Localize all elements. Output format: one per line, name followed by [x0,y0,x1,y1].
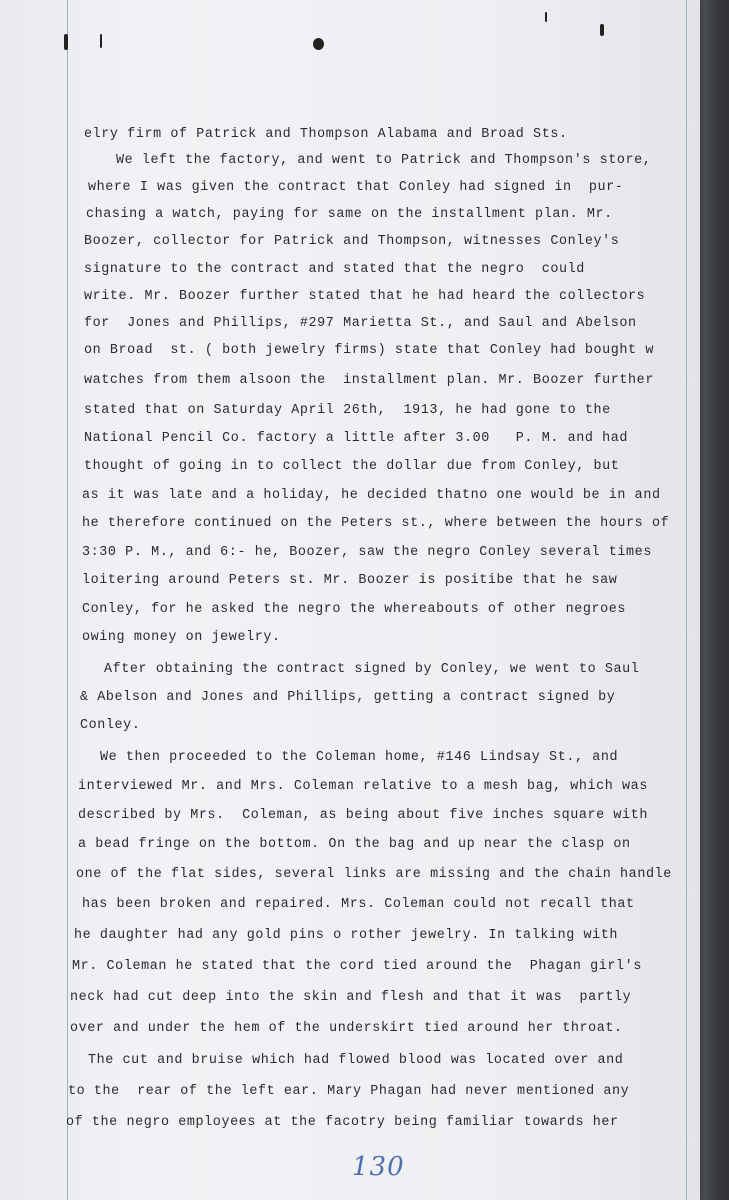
text-line: has been broken and repaired. Mrs. Coleman could not recall that [82,897,635,912]
text-line: he therefore continued on the Peters st., where between the hours of [82,516,670,531]
text-line: 3:30 P. M., and 6:- he, Boozer, saw the negro Conley several times [82,545,652,560]
background-edge [695,0,729,1200]
text-line: a bead fringe on the bottom. On the bag and up near the clasp on [78,837,631,852]
text-line: described by Mrs. Coleman, as being about five inches square with [78,808,648,823]
text-line: Conley. [80,718,141,733]
text-line: thought of going in to collect the dollar due from Conley, but [84,459,620,474]
text-line: stated that on Saturday April 26th, 1913, he had gone to the [84,403,611,418]
handwritten-page-number: 130 [352,1152,405,1182]
text-line: one of the flat sides, several links are missing and the chain handle [76,867,672,882]
text-line: Mr. Coleman he stated that the cord tied around the Phagan girl's [72,959,642,974]
text-line: neck had cut deep into the skin and flesh and that it was partly [70,990,632,1005]
text-line: & Abelson and Jones and Phillips, getting a contract signed by [80,690,616,705]
text-line: Boozer, collector for Patrick and Thompson, witnesses Conley's [84,234,620,249]
text-line: Conley, for he asked the negro the whereabouts of other negroes [82,602,627,617]
text-line: where I was given the contract that Conley had signed in pur- [88,180,624,195]
text-line: watches from them alsoon the installment plan. Mr. Boozer further [84,373,654,388]
text-line: After obtaining the contract signed by Conley, we went to Saul [104,662,640,677]
text-line: National Pencil Co. factory a little after 3.00 P. M. and had [84,431,629,446]
text-line: write. Mr. Boozer further stated that he had heard the collectors [84,289,646,304]
text-line: on Broad st. ( both jewelry firms) state that Conley had bought w [84,343,654,358]
text-line: chasing a watch, paying for same on the installment plan. Mr. [86,207,613,222]
text-line: he daughter had any gold pins o rother jewelry. In talking with [74,928,619,943]
text-line: signature to the contract and stated that the negro could [84,262,585,277]
text-line: to the rear of the left ear. Mary Phagan had never mentioned any [68,1084,630,1099]
text-line: as it was late and a holiday, he decided thatno one would be in and [82,488,661,503]
text-line: owing money on jewelry. [82,630,281,645]
text-line: We then proceeded to the Coleman home, #146 Lindsay St., and [100,750,619,765]
text-line: for Jones and Phillips, #297 Marietta St., and Saul and Abelson [84,316,637,331]
text-line: elry firm of Patrick and Thompson Alabama and Broad Sts. [84,127,568,142]
text-line: The cut and bruise which had flowed blood was located over and [88,1053,624,1068]
text-line: of the negro employees at the facotry being familiar towards her [66,1115,619,1130]
text-line: We left the factory, and went to Patrick and Thompson's store, [116,153,652,168]
text-line: over and under the hem of the underskirt tied around her throat. [70,1021,623,1036]
text-line: interviewed Mr. and Mrs. Coleman relative to a mesh bag, which was [78,779,648,794]
text-line: loitering around Peters st. Mr. Boozer is positibe that he saw [82,573,618,588]
